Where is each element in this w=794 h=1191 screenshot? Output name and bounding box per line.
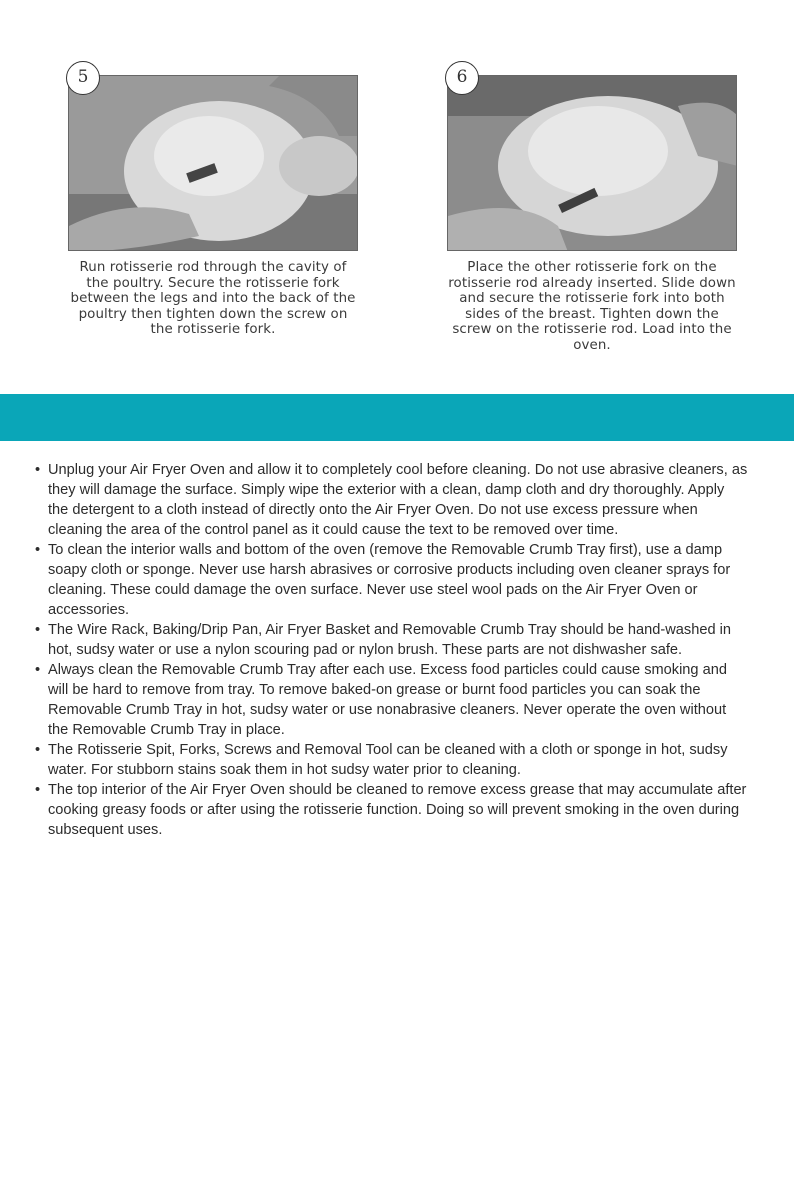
list-item-text: Always clean the Removable Crumb Tray after each use. Excess food particles could cause smoking and will be hard to remove from tray. To remove baked-on grease or burnt food particles you can soak the Removable Crumb Tray in hot, sudsy water or use nonabrasive cleaners. Never operate the oven without the Removable Crumb Tray in place. [48, 662, 727, 738]
poultry-photo [68, 75, 358, 251]
list-item [33, 620, 748, 660]
list-item [33, 740, 748, 780]
step-caption: Place the other rotisserie fork on the rotisserie rod already inserted. Slide down and secure the rotisserie fork into both sides of the breast. Tighten down the screw on the rotisserie rod. Load into the oven. [448, 260, 736, 353]
bullet-icon: • [35, 662, 41, 678]
list-item-text: The top interior of the Air Fryer Oven should be cleaned to remove excess grease that may accumulate after cooking greasy foods or after using the rotisserie function. Doing so will prevent smoking in the oven during subsequent uses. [48, 782, 747, 838]
list-item [33, 460, 748, 540]
step-number-badge: 5 [66, 61, 100, 95]
step-6 [447, 67, 737, 353]
list-item-text: The Wire Rack, Baking/Drip Pan, Air Fryer Basket and Removable Crumb Tray should be hand-washed in hot, sudsy water or use a nylon scouring pad or nylon brush. These parts are not dishwasher safe. [48, 622, 731, 658]
cleaning-instructions-list [33, 460, 748, 840]
list-item-text: Unplug your Air Fryer Oven and allow it to completely cool before cleaning. Do not use abrasive cleaners, as they will damage the surface. Simply wipe the exterior with a clean, damp cloth and dry thoroughly. Apply the detergent to a cloth instead of directly onto the Air Fryer Oven. Do not use excess pressure when cleaning the area of the control panel as it could cause the text to be removed over time. [48, 462, 748, 538]
bullet-icon: • [35, 622, 41, 638]
step-caption: Run rotisserie rod through the cavity of the poultry. Secure the rotisserie fork between the legs and into the back of the poultry then tighten down the screw on the rotisserie fork. [70, 260, 356, 337]
bullet-icon: • [35, 742, 41, 758]
poultry-photo [447, 75, 737, 251]
bullet-icon: • [35, 782, 41, 798]
step-number-badge: 6 [445, 61, 479, 95]
bullet-icon: • [35, 542, 41, 558]
poultry-photo-drawing [448, 76, 737, 251]
list-item-text: The Rotisserie Spit, Forks, Screws and Removal Tool can be cleaned with a cloth or sponge in hot, sudsy water. For stubborn stains soak them in hot sudsy water prior to cleaning. [48, 742, 728, 778]
list-item-text: To clean the interior walls and bottom of the oven (remove the Removable Crumb Tray first), use a damp soapy cloth or sponge. Never use harsh abrasives or corrosive products including oven cleaner sprays for cleaning. These could damage the oven surface. Never use steel wool pads on the Air Fryer Oven or accessories. [48, 542, 731, 618]
section-header-band [0, 394, 794, 441]
list-item [33, 540, 748, 620]
poultry-photo-drawing [69, 76, 358, 251]
list-item [33, 780, 748, 840]
bullet-icon: • [35, 462, 41, 478]
list-item [33, 660, 748, 740]
step-5 [68, 67, 358, 338]
